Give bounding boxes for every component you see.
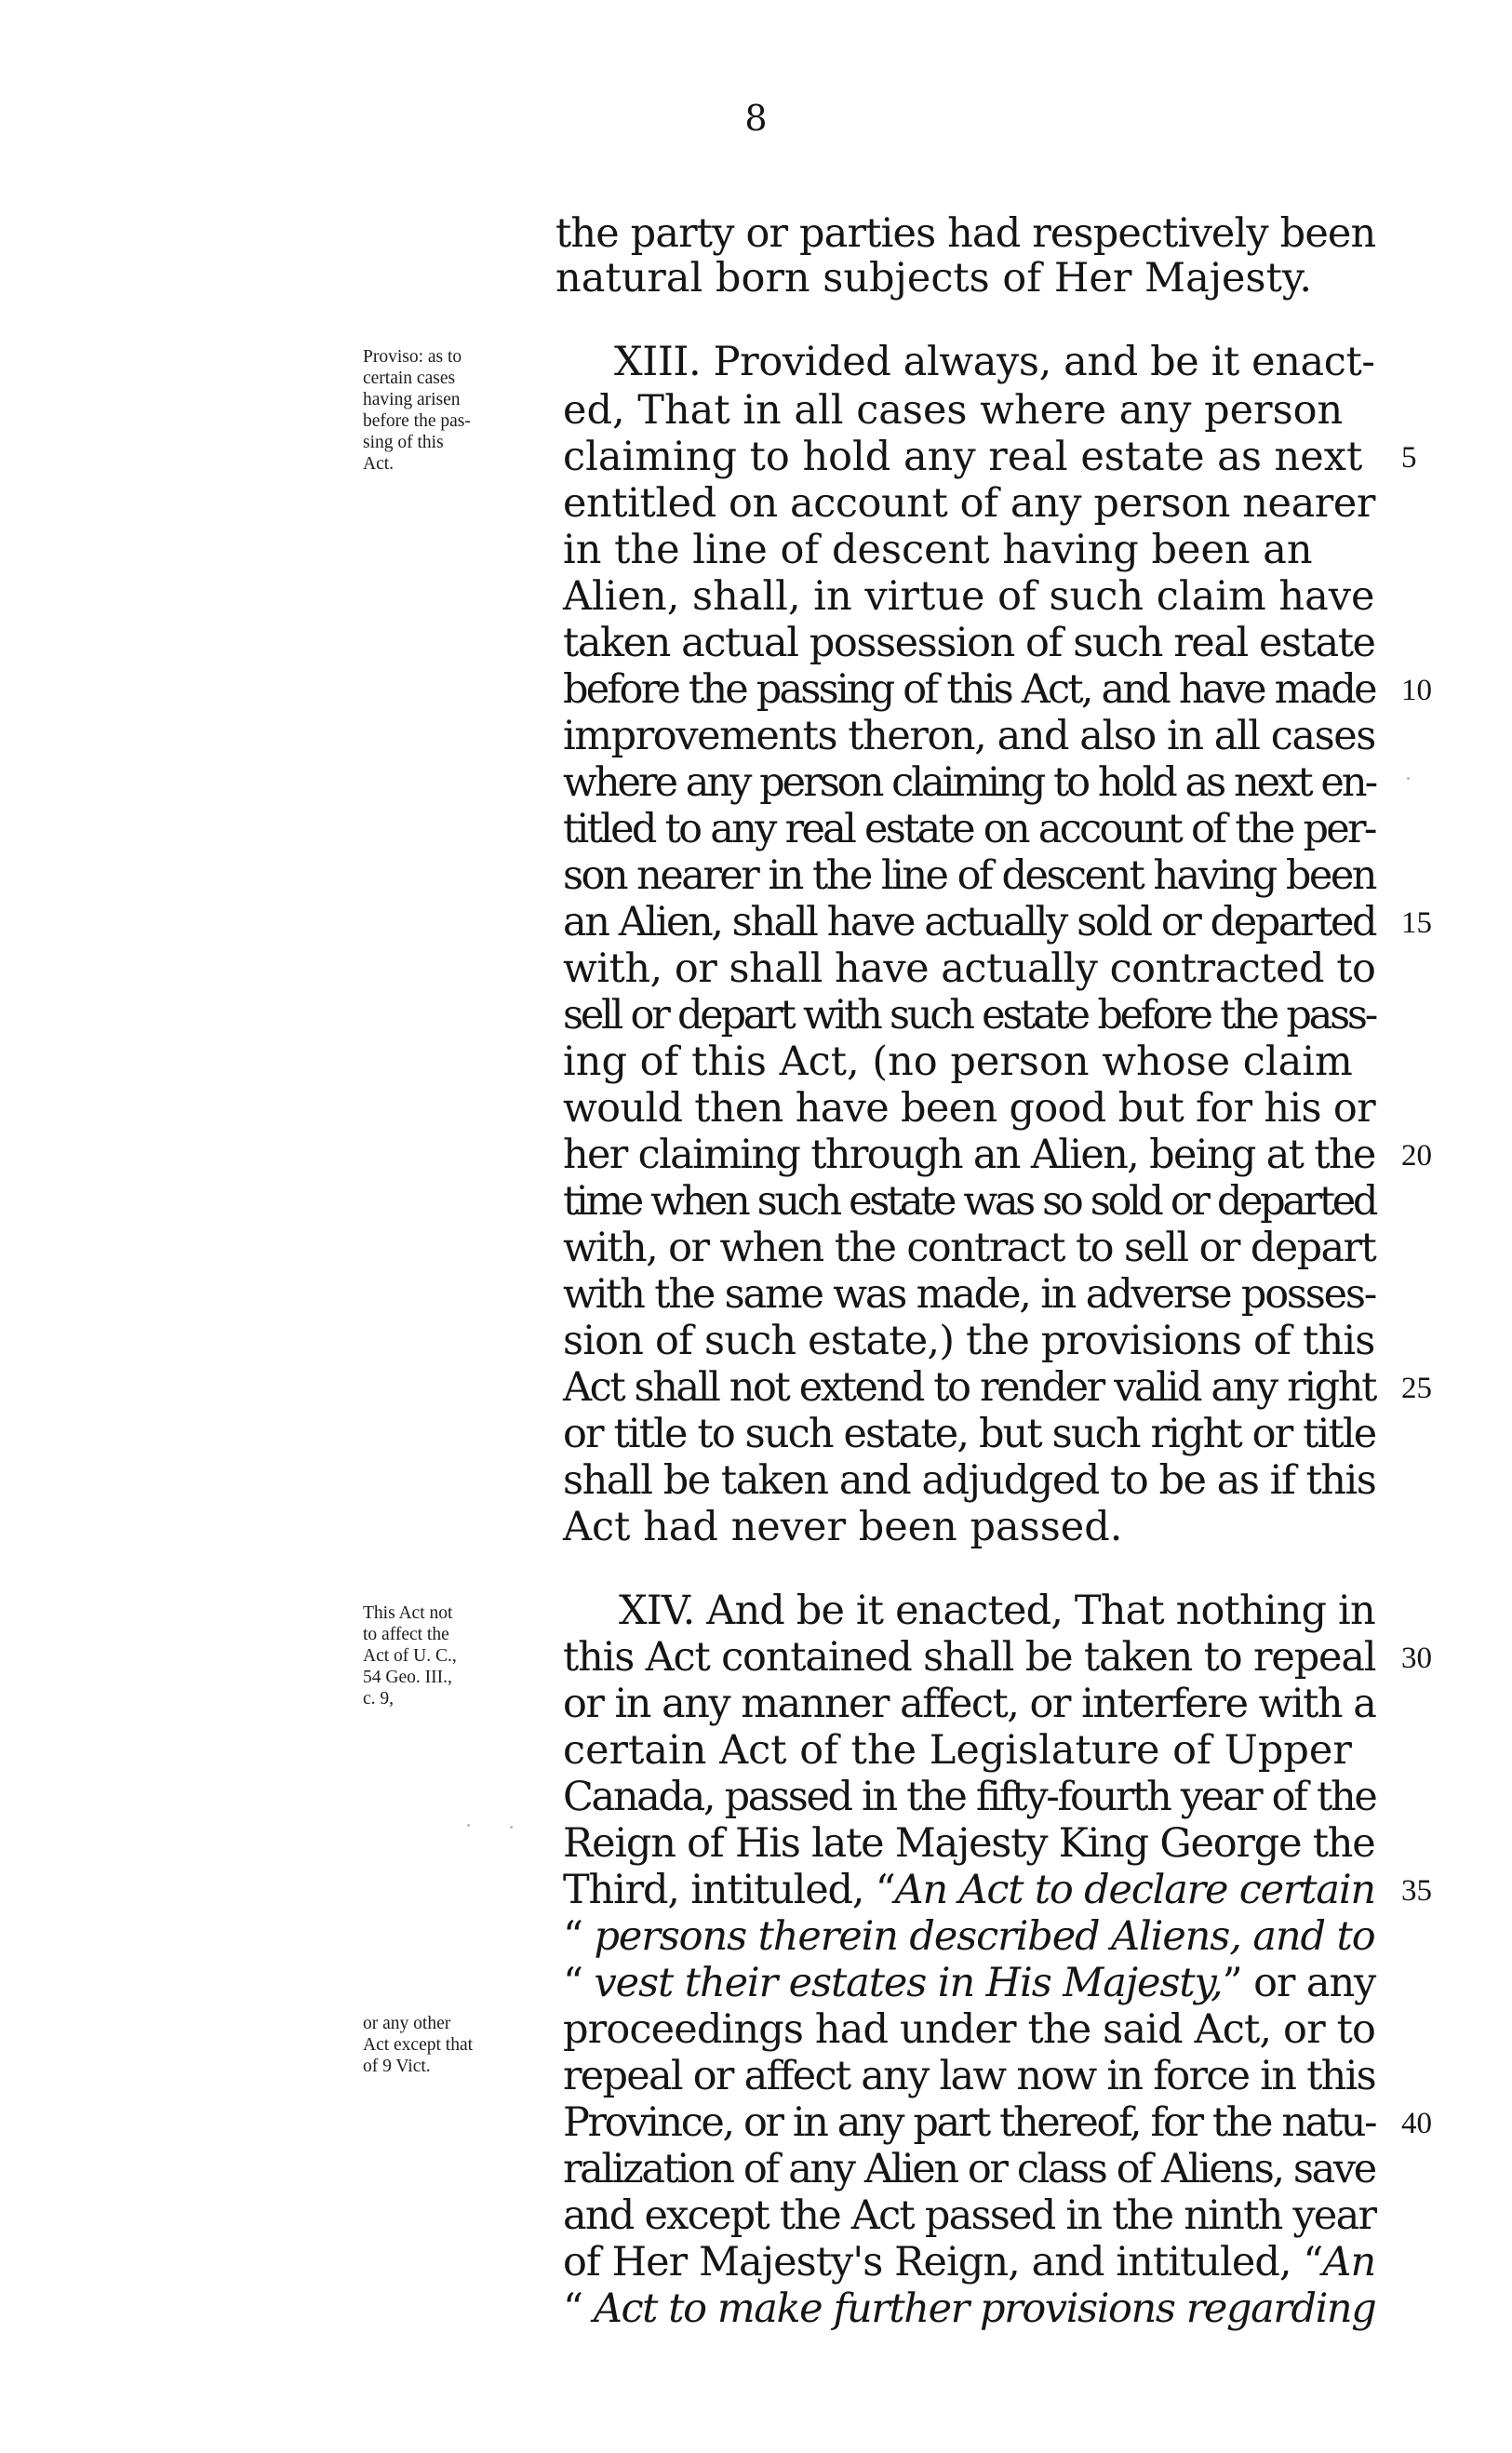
margin-note-line: before the pas- bbox=[363, 411, 471, 431]
body-text-segment: would then have been good but for his or bbox=[563, 1085, 1375, 1132]
body-text-segment: XIV. And be it enacted, That nothing in bbox=[619, 1588, 1375, 1634]
line-number: 20 bbox=[1401, 1139, 1432, 1173]
body-line bbox=[563, 899, 1376, 945]
margin-note-line: of 9 Vict. bbox=[363, 2057, 431, 2076]
body-line bbox=[563, 1867, 1375, 1913]
body-text-segment: shall be taken and adjudged to be as if this bbox=[563, 1457, 1376, 1504]
body-line bbox=[563, 527, 1313, 573]
italic-text: persons therein described Aliens, and to bbox=[594, 1913, 1375, 1960]
body-text-segment: ” or any bbox=[1222, 1960, 1376, 2006]
line-number: 25 bbox=[1401, 1372, 1432, 1405]
body-text-segment: Act shall not extend to render valid any right bbox=[563, 1364, 1375, 1411]
body-line bbox=[563, 2239, 1376, 2285]
body-line bbox=[563, 945, 1376, 992]
margin-note-line: Proviso: as to bbox=[363, 347, 462, 367]
body-line bbox=[563, 1271, 1376, 1318]
italic-text: vest their estates in His Majesty, bbox=[594, 1960, 1223, 2006]
body-text-segment: Province, or in any part thereof, for the natu- bbox=[563, 2099, 1376, 2146]
body-text-segment: improvements theron, and also in all cases bbox=[563, 713, 1375, 759]
body-text-segment: or title to such estate, but such right or title bbox=[563, 1411, 1376, 1457]
body-text-segment: the party or parties had respectively been bbox=[555, 210, 1376, 257]
margin-note-line: Act except that bbox=[363, 2035, 474, 2055]
italic-text: An Act to declare certain bbox=[894, 1867, 1375, 1913]
body-line bbox=[563, 620, 1375, 666]
paper-speck bbox=[467, 1824, 470, 1827]
body-text-segment: taken actual possession of such real estate bbox=[563, 620, 1375, 666]
body-text-segment: before the passing of this Act, and have made bbox=[563, 666, 1375, 713]
margin-note-line: Act of U. C., bbox=[363, 1646, 457, 1666]
body-text-segment: ed, That in all cases where any person bbox=[563, 387, 1344, 434]
italic-text: Act to make further provisions regarding bbox=[593, 2285, 1376, 2332]
margin-note-or-any-other bbox=[363, 2013, 563, 2077]
body-line bbox=[563, 666, 1375, 713]
body-line bbox=[563, 1504, 1123, 1550]
body-line bbox=[563, 573, 1375, 620]
line-number: 30 bbox=[1401, 1642, 1432, 1675]
body-text-segment: ralization of any Alien or class of Aliens, save bbox=[563, 2146, 1375, 2192]
body-line bbox=[563, 1318, 1375, 1364]
body-text-segment: Reign of His late Majesty King George the bbox=[563, 1820, 1375, 1867]
margin-note-line: 54 Geo. III., bbox=[363, 1668, 452, 1687]
body-line bbox=[563, 434, 1363, 480]
body-line bbox=[614, 339, 1375, 385]
body-line bbox=[563, 1178, 1376, 1225]
margin-note-line: This Act not bbox=[363, 1603, 453, 1623]
body-line bbox=[563, 1913, 1375, 1960]
body-text-segment: son nearer in the line of descent having been bbox=[563, 852, 1375, 899]
body-text-segment: with the same was made, in adverse posses- bbox=[563, 1271, 1376, 1318]
body-text-segment: natural born subjects of Her Majesty. bbox=[555, 255, 1313, 302]
body-line bbox=[563, 1039, 1353, 1085]
body-line bbox=[563, 992, 1376, 1039]
body-line bbox=[563, 1364, 1375, 1411]
margin-note-line: or any other bbox=[363, 2014, 451, 2033]
body-line bbox=[563, 1225, 1376, 1271]
body-text-segment: proceedings had under the said Act, or to bbox=[563, 2006, 1376, 2053]
body-line bbox=[563, 2099, 1376, 2146]
body-line bbox=[563, 1727, 1352, 1774]
margin-note-act-not-affect bbox=[363, 1602, 563, 1709]
italic-text: An bbox=[1322, 2239, 1376, 2285]
body-line bbox=[563, 1634, 1376, 1681]
body-text-segment: this Act contained shall be taken to repeal bbox=[563, 1634, 1376, 1681]
margin-note-proviso bbox=[363, 346, 563, 475]
body-line bbox=[563, 2006, 1376, 2053]
body-text-segment: XIII. Provided always, and be it enact- bbox=[614, 339, 1375, 385]
body-line bbox=[563, 1085, 1375, 1132]
body-line bbox=[563, 713, 1375, 759]
body-line bbox=[563, 480, 1376, 527]
body-line bbox=[563, 2192, 1376, 2239]
body-line bbox=[563, 387, 1344, 434]
line-number: 40 bbox=[1401, 2107, 1432, 2140]
body-line bbox=[563, 1774, 1376, 1820]
body-text-segment: where any person claiming to hold as next en- bbox=[563, 759, 1376, 806]
body-text-segment: of Her Majesty's Reign, and intituled, “ bbox=[563, 2239, 1323, 2285]
body-text-segment: certain Act of the Legislature of Upper bbox=[563, 1727, 1352, 1774]
body-line bbox=[555, 210, 1376, 257]
body-line bbox=[563, 2285, 1376, 2332]
body-text-segment: repeal or affect any law now in force in this bbox=[563, 2053, 1375, 2099]
body-text-segment: with, or shall have actually contracted to bbox=[563, 945, 1376, 992]
body-text-segment: sion of such estate,) the provisions of this bbox=[563, 1318, 1375, 1364]
body-text-segment: Canada, passed in the fifty-fourth year of the bbox=[563, 1774, 1376, 1820]
body-line bbox=[563, 759, 1376, 806]
paper-speck bbox=[510, 1826, 513, 1829]
margin-note-line: to affect the bbox=[363, 1625, 449, 1644]
page-number: 8 bbox=[744, 98, 768, 139]
body-text-segment: sell or depart with such estate before the pass- bbox=[563, 992, 1376, 1039]
margin-note-line: sing of this bbox=[363, 433, 444, 452]
body-text-segment: Third, intituled, “ bbox=[563, 1867, 895, 1913]
body-line bbox=[563, 1132, 1375, 1178]
body-text-segment: ing of this Act, (no person whose claim bbox=[563, 1039, 1353, 1085]
body-text-segment: “ bbox=[563, 2285, 594, 2332]
body-text-segment: titled to any real estate on account of the per- bbox=[563, 806, 1375, 852]
body-text-segment: time when such estate was so sold or departed bbox=[563, 1178, 1376, 1225]
body-line bbox=[563, 852, 1375, 899]
body-text-segment: Act had never been passed. bbox=[563, 1504, 1123, 1550]
body-text-segment: claiming to hold any real estate as next bbox=[563, 434, 1363, 480]
margin-note-line: certain cases bbox=[363, 369, 456, 388]
line-number: 35 bbox=[1401, 1874, 1432, 1908]
body-line bbox=[555, 255, 1313, 302]
body-line bbox=[563, 2053, 1375, 2099]
body-line bbox=[563, 1457, 1376, 1504]
paper-speck bbox=[1407, 777, 1410, 780]
body-text-segment: entitled on account of any person nearer bbox=[563, 480, 1376, 527]
body-text-segment: and except the Act passed in the ninth year bbox=[563, 2192, 1376, 2239]
body-text-segment: her claiming through an Alien, being at the bbox=[563, 1132, 1375, 1178]
body-text-segment: “ bbox=[563, 1960, 595, 2006]
body-text-segment: in the line of descent having been an bbox=[563, 527, 1313, 573]
body-text-segment: an Alien, shall have actually sold or departed bbox=[563, 899, 1376, 945]
body-line bbox=[563, 806, 1375, 852]
line-number: 15 bbox=[1401, 906, 1432, 940]
line-number: 5 bbox=[1401, 441, 1417, 475]
line-number: 10 bbox=[1401, 674, 1432, 707]
body-line bbox=[619, 1588, 1375, 1634]
body-line bbox=[563, 1820, 1375, 1867]
body-text-segment: or in any manner affect, or interfere with a bbox=[563, 1681, 1376, 1727]
margin-note-line: c. 9, bbox=[363, 1689, 395, 1709]
body-text-segment: “ bbox=[563, 1913, 595, 1960]
body-text-segment: Alien, shall, in virtue of such claim have bbox=[563, 573, 1375, 620]
margin-note-line: having arisen bbox=[363, 390, 461, 409]
body-line bbox=[563, 2146, 1375, 2192]
margin-note-line: Act. bbox=[363, 454, 395, 474]
body-text-segment: with, or when the contract to sell or depart bbox=[563, 1225, 1376, 1271]
body-line bbox=[563, 1411, 1376, 1457]
body-line bbox=[563, 1960, 1376, 2006]
body-line bbox=[563, 1681, 1376, 1727]
